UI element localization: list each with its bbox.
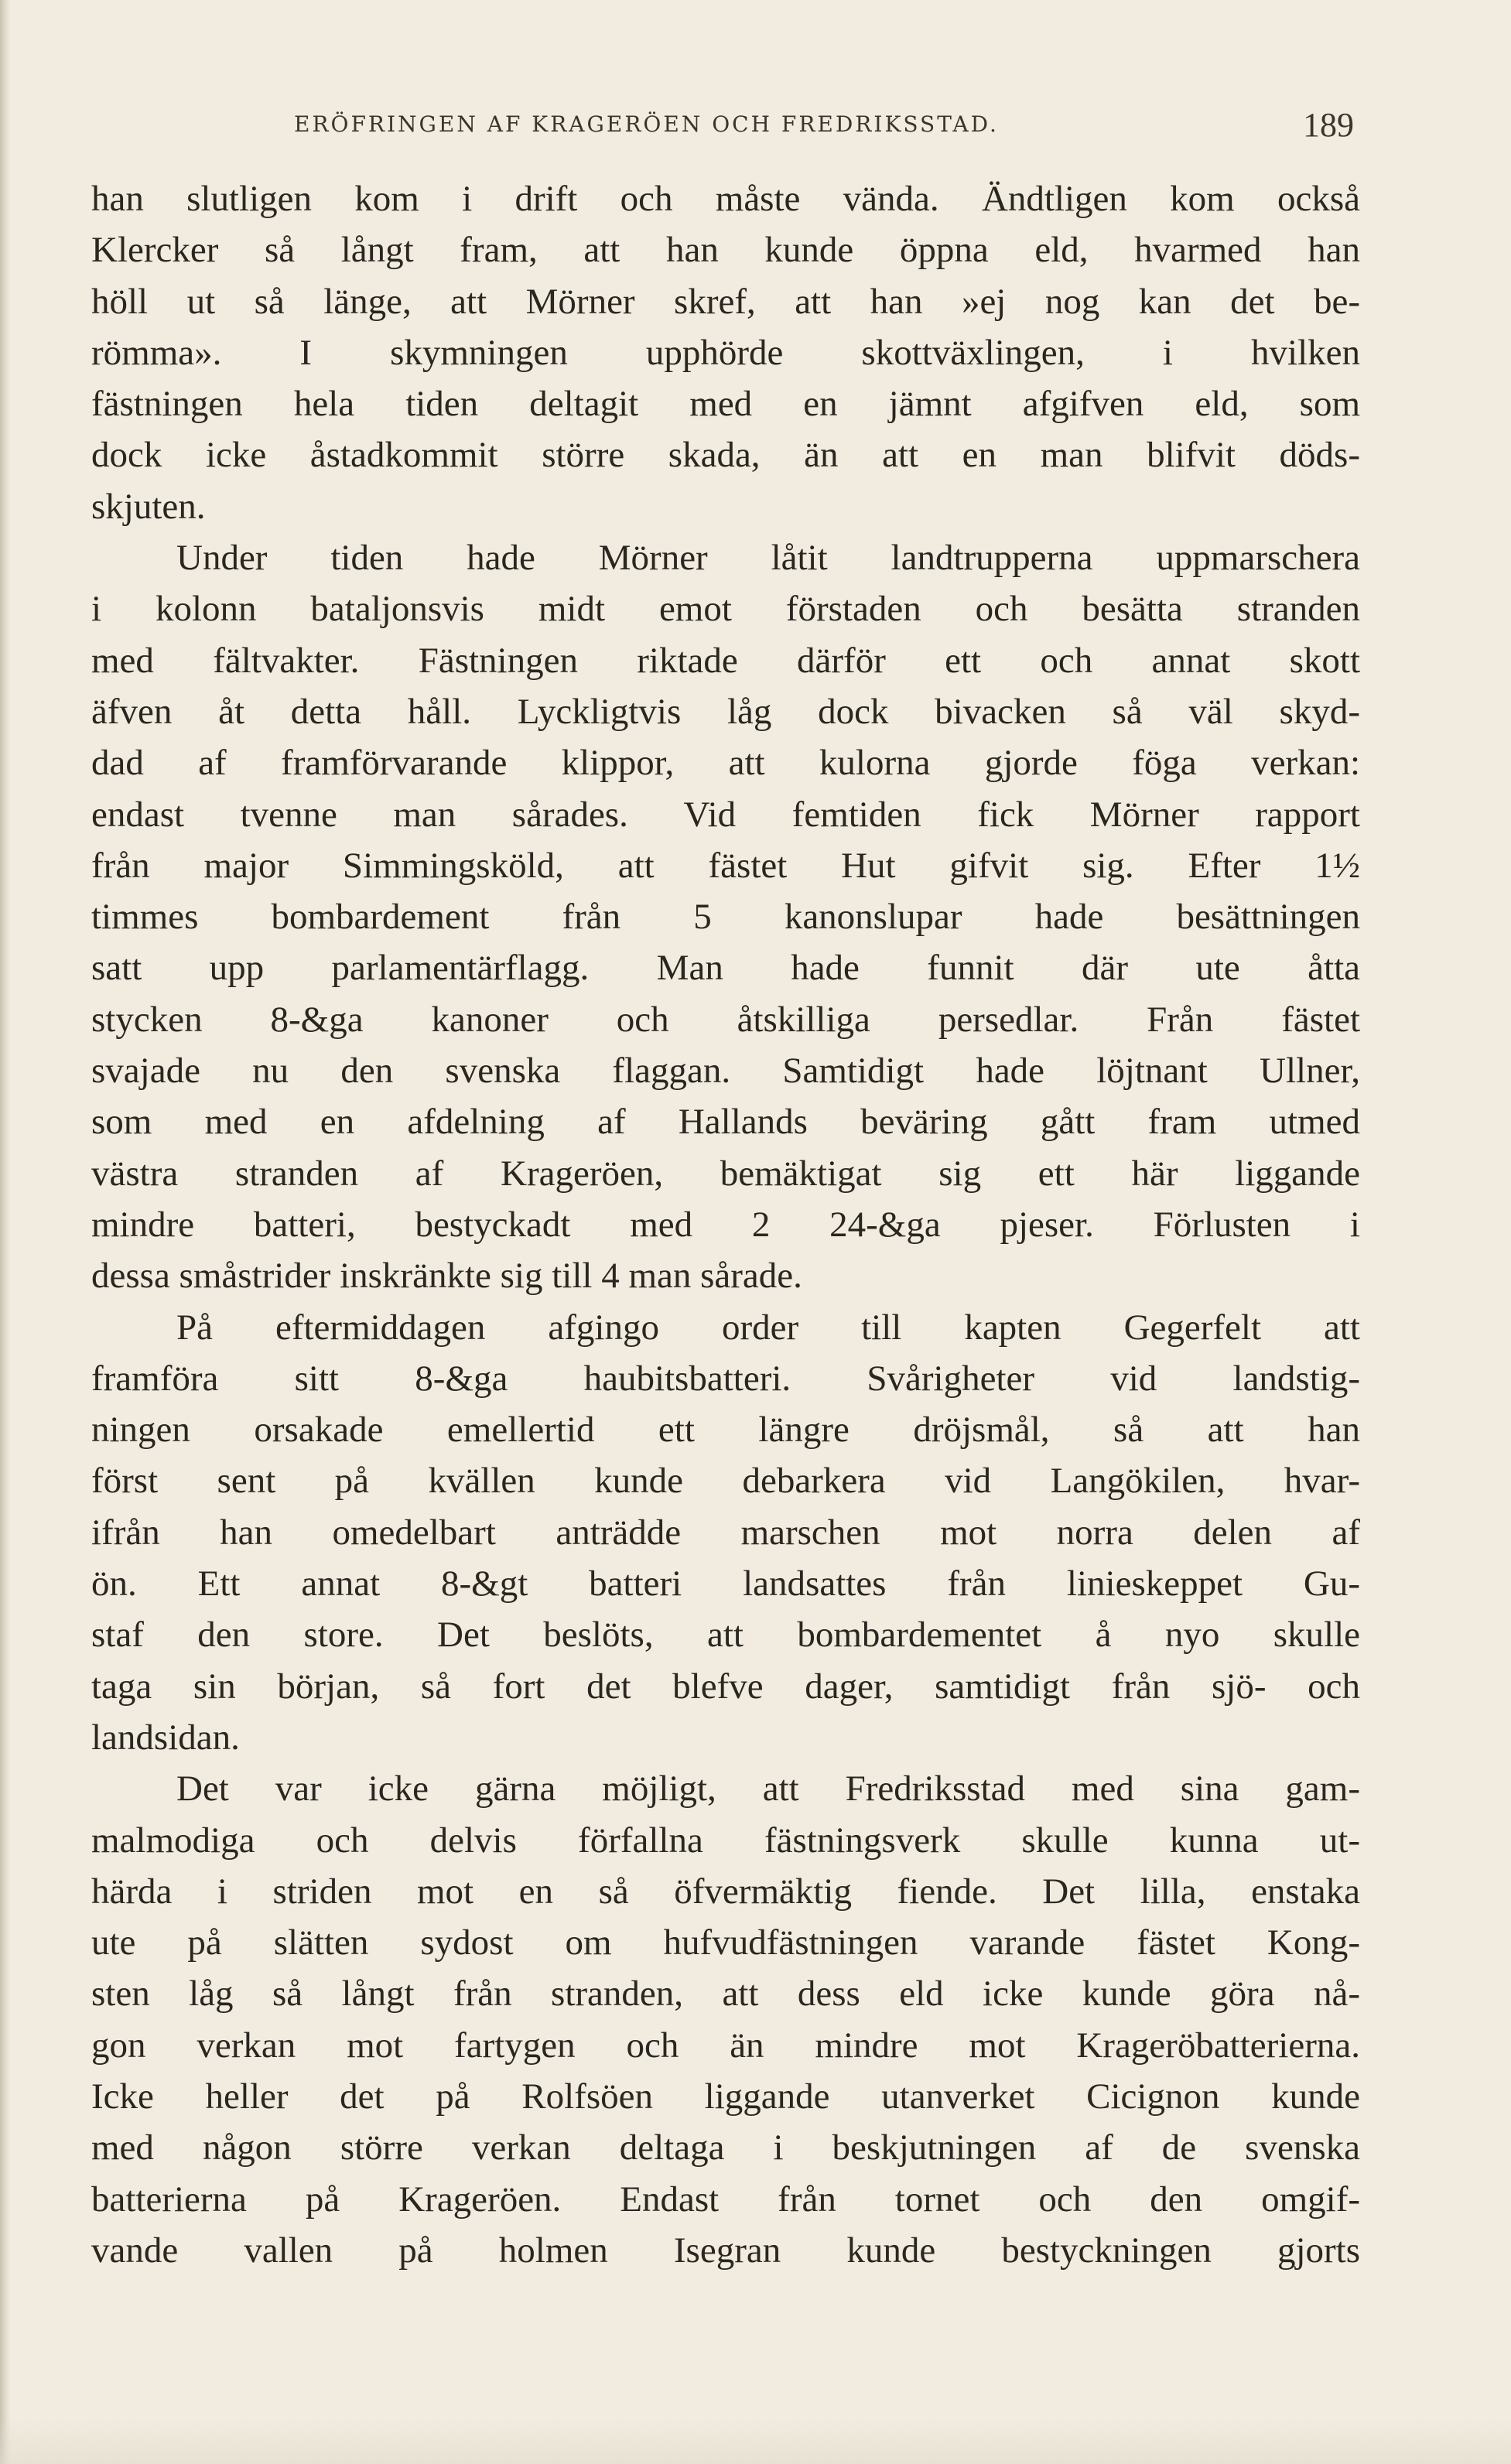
text-line: med någon större verkan deltaga i beskjutningen af de svenska — [91, 2127, 1360, 2168]
text-line: römma». I skymningen upphörde skottväxlingen, i hvilken — [91, 332, 1360, 373]
text-line: ute på slätten sydost om hufvudfästningen varande fästet Kong- — [91, 1922, 1360, 1963]
text-line: framföra sitt 8-&ga haubitsbatteri. Svårigheter vid landstig- — [91, 1358, 1360, 1399]
text-line: endast tvenne man sårades. Vid femtiden fick Mörner rapport — [91, 794, 1360, 835]
text-line: skjuten. — [91, 486, 206, 527]
text-line: Under tiden hade Mörner låtit landtrupperna uppmarschera — [176, 538, 1360, 579]
text-line: batterierna på Krageröen. Endast från tornet och den omgif- — [91, 2179, 1360, 2220]
text-line: Icke heller det på Rolfsöen liggande utanverket Cicignon kunde — [91, 2076, 1360, 2117]
scan-bottom-shadow — [0, 2418, 1511, 2464]
text-line: ningen orsakade emellertid ett längre dröjsmål, så att han — [91, 1410, 1360, 1451]
text-line: malmodiga och delvis förfallna fästningsverk skulle kunna ut- — [91, 1820, 1360, 1861]
book-page — [91, 101, 1360, 2276]
text-line: satt upp parlamentärflagg. Man hade funnit där ute åtta — [91, 948, 1360, 989]
page-number: 189 — [1303, 106, 1354, 144]
text-line: vande vallen på holmen Isegran kunde bestyckningen gjorts — [91, 2230, 1360, 2271]
text-line: som med en afdelning af Hallands beväring gått fram utmed — [91, 1102, 1360, 1143]
text-line: staf den store. Det beslöts, att bombardementet å nyo skulle — [91, 1615, 1360, 1656]
text-line: dessa småstrider inskränkte sig till 4 man sårade. — [91, 1256, 802, 1297]
running-head — [91, 101, 1360, 155]
text-line: landsidan. — [91, 1717, 240, 1758]
text-line: På eftermiddagen afgingo order till kapten Gegerfelt att — [176, 1307, 1360, 1348]
text-line: ön. Ett annat 8-&gt batteri landsattes från linieskeppet Gu- — [91, 1563, 1360, 1605]
text-line: mindre batteri, bestyckadt med 2 24-&ga pjeser. Förlusten i — [91, 1204, 1360, 1245]
text-line: först sent på kvällen kunde debarkera vid Langökilen, hvar- — [91, 1461, 1360, 1502]
running-title: ERÖFRINGEN AF KRAGERÖEN OCH FREDRIKSSTAD. — [294, 111, 999, 137]
scan-edge-shadow — [0, 0, 11, 2464]
text-line: gon verkan mot fartygen och än mindre mot Krageröbatterierna. — [91, 2025, 1360, 2066]
body-text — [91, 173, 1360, 2276]
text-line: han slutligen kom i drift och måste vända. Ändtligen kom också — [91, 179, 1360, 219]
text-line: dad af framförvarande klippor, att kulorna gjorde föga verkan: — [91, 743, 1360, 784]
text-line: Det var icke gärna möjligt, att Fredriksstad med sina gam- — [176, 1769, 1360, 1810]
text-line: ifrån han omedelbart anträdde marschen mot norra delen af — [91, 1512, 1360, 1553]
text-line: höll ut så länge, att Mörner skref, att han »ej nog kan det be- — [91, 281, 1360, 322]
text-line: västra stranden af Krageröen, bemäktigat sig ett här liggande — [91, 1153, 1360, 1194]
text-line: dock icke åstadkommit större skada, än att en man blifvit döds- — [91, 435, 1360, 476]
text-line: fästningen hela tiden deltagit med en jämnt afgifven eld, som — [91, 384, 1360, 425]
text-line: med fältvakter. Fästningen riktade därför ett och annat skott — [91, 640, 1360, 681]
text-line: äfven åt detta håll. Lyckligtvis låg dock bivacken så väl skyd- — [91, 691, 1360, 732]
text-line: timmes bombardement från 5 kanonslupar hade besättningen — [91, 897, 1360, 938]
text-line: svajade nu den svenska flaggan. Samtidigt hade löjtnant Ullner, — [91, 1051, 1360, 1092]
text-line: härda i striden mot en så öfvermäktig fiende. Det lilla, enstaka — [91, 1871, 1360, 1912]
text-line: från major Simmingsköld, att fästet Hut gifvit sig. Efter 1½ — [91, 845, 1360, 886]
text-line: stycken 8-&ga kanoner och åtskilliga persedlar. Från fästet — [91, 999, 1360, 1040]
text-line: sten låg så långt från stranden, att dess eld icke kunde göra nå- — [91, 1974, 1360, 2015]
text-line: i kolonn bataljonsvis midt emot förstaden och besätta stranden — [91, 589, 1360, 630]
text-line: taga sin början, så fort det blefve dager, samtidigt från sjö- och — [91, 1666, 1360, 1707]
text-line: Klercker så långt fram, att han kunde öppna eld, hvarmed han — [91, 230, 1360, 271]
